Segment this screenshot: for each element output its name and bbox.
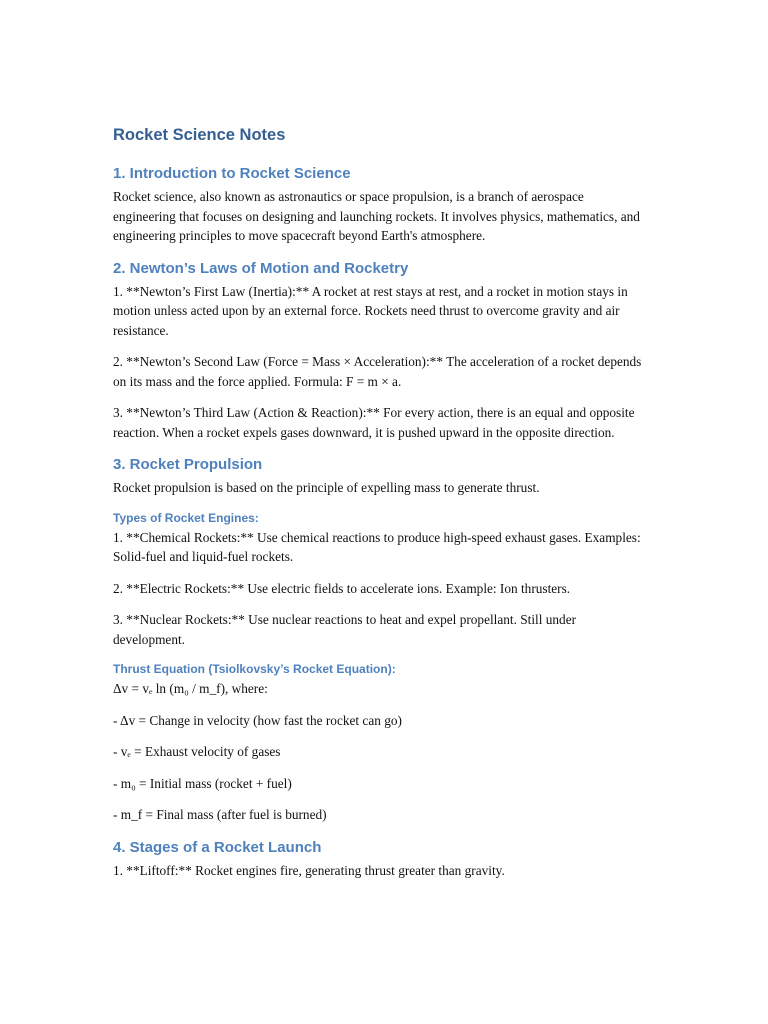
section-heading-newtons-laws: 2. Newton’s Laws of Motion and Rocketry	[113, 259, 409, 277]
subsection-heading-thrust-equation: Thrust Equation (Tsiolkovsky’s Rocket Equation):	[113, 662, 396, 676]
nuclear-rockets-paragraph: 3. **Nuclear Rockets:** Use nuclear reactions to heat and expel propellant. Still under development.	[113, 612, 577, 647]
liftoff-paragraph: 1. **Liftoff:** Rocket engines fire, generating thrust greater than gravity.	[113, 862, 505, 878]
equation-term-final-mass: - m_f = Final mass (after fuel is burned)	[113, 807, 327, 822]
equation-term-delta-v: - Δv = Change in velocity (how fast the rocket can go)	[113, 712, 402, 728]
electric-rockets-paragraph: 2. **Electric Rockets:** Use electric fields to accelerate ions. Example: Ion thrusters.	[113, 580, 571, 596]
intro-paragraph: Rocket science, also known as astronautics or space propulsion, is a branch of aerospace engineering that focuses on designing and launching rockets. It involves physics, mathematics, and engineering principles to move spacecraft beyond Earth's atmosphere.	[113, 189, 640, 243]
newton-first-law-paragraph: 1. **Newton’s First Law (Inertia):** A rocket at rest stays at rest, and a rocket in motion stays in motion unless acted upon by an external force. Rockets need thrust to overcome gravity and air resistance.	[113, 283, 628, 338]
chemical-rockets-paragraph: 1. **Chemical Rockets:** Use chemical reactions to produce high-speed exhaust gases. Examples: Solid-fuel and liquid-fuel rockets.	[113, 529, 641, 564]
section-heading-introduction: 1. Introduction to Rocket Science	[113, 165, 351, 182]
section-heading-rocket-propulsion: 3. Rocket Propulsion	[113, 456, 263, 473]
propulsion-paragraph: Rocket propulsion is based on the principle of expelling mass to generate thrust.	[113, 480, 540, 495]
section-heading-launch-stages: 4. Stages of a Rocket Launch	[113, 838, 322, 856]
equation-paragraph: Δv = vₑ ln (m₀ / m_f), where:	[113, 681, 268, 696]
subsection-heading-engine-types: Types of Rocket Engines:	[113, 510, 259, 525]
equation-term-exhaust-velocity: - vₑ = Exhaust velocity of gases	[113, 744, 281, 759]
document-title: Rocket Science Notes	[113, 126, 286, 144]
document-page	[113, 124, 643, 892]
newton-third-law-paragraph: 3. **Newton’s Third Law (Action & Reaction):** For every action, there is an equal and opposite reaction. When a rocket expels gases downward, it is pushed upward in the opposite direction.	[113, 405, 635, 440]
newton-second-law-paragraph: 2. **Newton’s Second Law (Force = Mass × Acceleration):** The acceleration of a rocket depends on its mass and the force applied. Formula: F = m × a.	[113, 354, 642, 389]
equation-term-initial-mass: - m₀ = Initial mass (rocket + fuel)	[113, 775, 292, 791]
